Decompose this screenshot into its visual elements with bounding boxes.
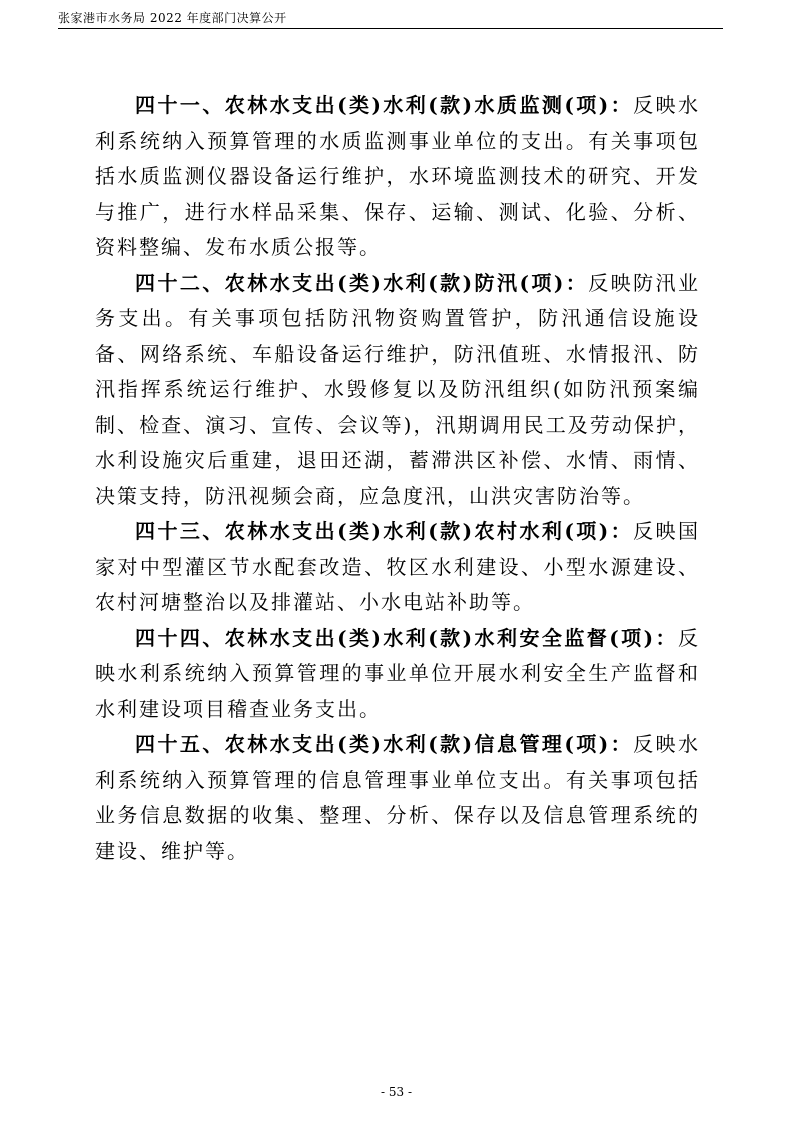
paragraph-item-44 (95, 621, 700, 728)
paragraph-item-43 (95, 514, 700, 621)
header-divider (58, 28, 723, 29)
paragraph-heading: 四十四、农林水支出(类)水利(款)水利安全监督(项)： (135, 625, 678, 650)
paragraph-text: 反映国家对中型灌区节水配套改造、牧区水利建设、小型水源建设、农村河塘整治以及排灌站、小水电站补助等。 (95, 519, 700, 614)
document-body (95, 88, 700, 869)
page-number: - 53 - (380, 1085, 412, 1099)
paragraph-item-41 (95, 88, 700, 266)
paragraph-heading: 四十二、农林水支出(类)水利(款)防汛(项)： (135, 270, 589, 295)
paragraph-item-45 (95, 727, 700, 869)
paragraph-heading: 四十五、农林水支出(类)水利(款)信息管理(项)： (135, 732, 634, 756)
paragraph-item-42 (95, 266, 700, 515)
paragraph-heading: 四十一、农林水支出(类)水利(款)水质监测(项)： (135, 93, 634, 117)
running-header: 张家港市水务局 2022 年度部门决算公开 (58, 11, 287, 25)
paragraph-text: 反映水利系统纳入预算管理的事业单位开展水利安全生产监督和水利建设项目稽查业务支出。 (95, 625, 700, 721)
paragraph-text: 反映水利系统纳入预算管理的水质监测事业单位的支出。有关事项包括水质监测仪器设备运行维护，水环境监测技术的研究、开发与推广，进行水样品采集、保存、运输、测试、化验、分析、资料整编、发布水质公报等。 (95, 93, 700, 259)
paragraph-text: 反映防汛业务支出。有关事项包括防汛物资购置管护，防汛通信设施设备、网络系统、车船设备运行维护，防汛值班、水情报汛、防汛指挥系统运行维护、水毁修复以及防汛组织(如防汛预案编制、检查、演习、宣传、会议等)，汛期调用民工及劳动保护，水利设施灾后重建，退田还湖，蓄滞洪区补偿、水情、雨情、决策支持，防汛视频会商，应急度汛，山洪灾害防治等。 (95, 270, 700, 508)
paragraph-heading: 四十三、农林水支出(类)水利(款)农村水利(项)： (135, 519, 634, 543)
paragraph-text: 反映水利系统纳入预算管理的信息管理事业单位支出。有关事项包括业务信息数据的收集、整理、分析、保存以及信息管理系统的建设、维护等。 (95, 732, 700, 863)
